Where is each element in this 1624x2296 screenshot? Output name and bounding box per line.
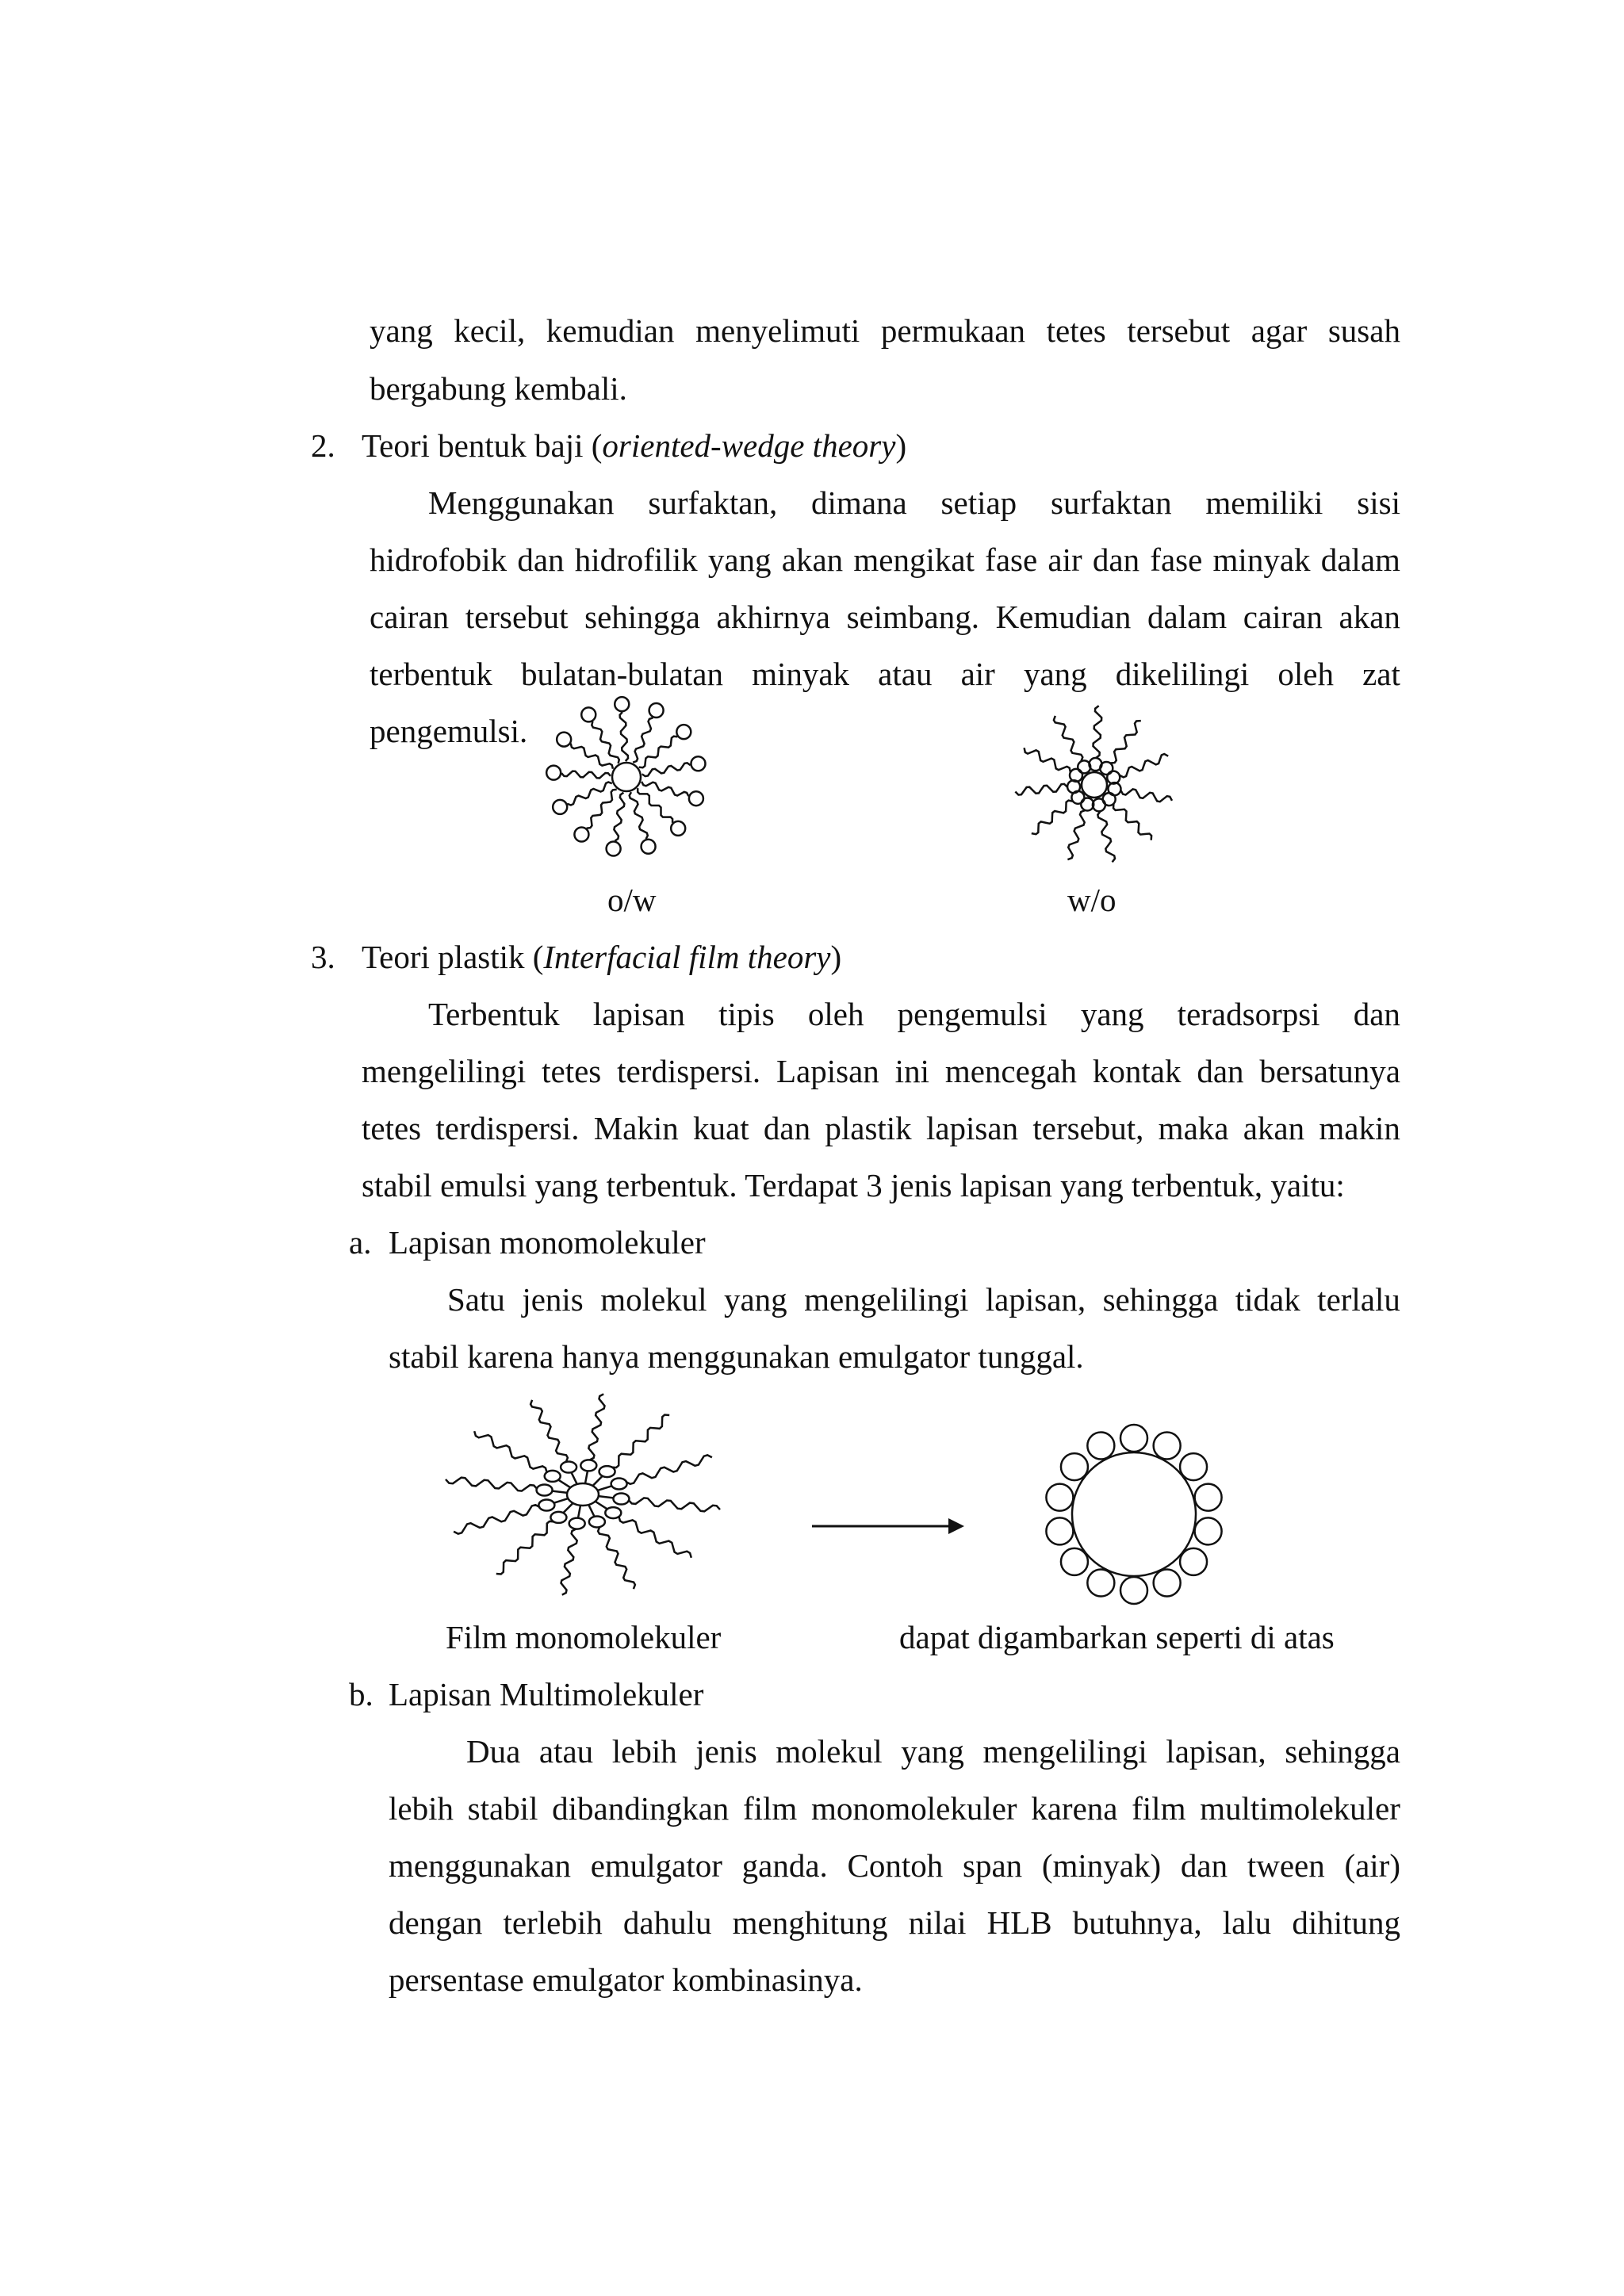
word: seimbang.: [846, 599, 979, 635]
word: dihitung: [1292, 1904, 1400, 1941]
emulsifier-link: [558, 1479, 571, 1487]
droplet-ring-diagram: [1031, 1411, 1237, 1617]
word: mencegah: [944, 1053, 1078, 1089]
hydrophobic-tail: [642, 763, 691, 776]
word: terdispersi.: [617, 1053, 761, 1089]
hydrophobic-tail: [592, 721, 619, 763]
paragraph-line: [389, 1904, 1400, 1941]
emulsifier-link: [551, 1491, 567, 1493]
word: stabil: [467, 1790, 538, 1827]
word: yang: [707, 541, 772, 578]
oil-in-water-micelle-diagram: [547, 698, 737, 872]
word: dalam: [1147, 599, 1228, 635]
word: mengikat: [853, 541, 975, 578]
word: akan: [781, 541, 844, 578]
hydrophobic-tail: [626, 1455, 712, 1483]
word: yang: [1080, 996, 1144, 1032]
word: memiliki: [1205, 484, 1323, 521]
word: tetes: [1046, 312, 1106, 349]
word: plastik: [825, 1110, 912, 1146]
word: dalam: [1320, 541, 1400, 578]
word: nilai: [908, 1904, 967, 1941]
word: yang: [901, 1733, 964, 1770]
hydrophobic-tail: [1067, 810, 1085, 859]
hydrophobic-tail: [619, 1516, 691, 1557]
hydrophilic-head: [546, 766, 561, 780]
emulsifier-head-circle: [1087, 1433, 1114, 1460]
paragraph-line: [428, 998, 1400, 1031]
word: kuat: [693, 1110, 749, 1146]
word: menggunakan: [389, 1847, 571, 1884]
word: surfaktan,: [648, 484, 778, 521]
word: tetes: [362, 1110, 422, 1146]
word: fase: [1150, 541, 1203, 578]
word: dan: [763, 1110, 811, 1146]
word: maka: [1158, 1110, 1229, 1146]
hydrophobic-tail: [628, 1498, 720, 1511]
word: lapisan: [592, 996, 685, 1032]
water-in-oil-micelle-diagram: [1007, 698, 1182, 872]
hydrophilic-head: [613, 1494, 629, 1505]
word: tetes: [542, 1053, 602, 1089]
word: fase: [985, 541, 1038, 578]
word: kecil,: [454, 312, 526, 349]
emulsifier-head-circle: [1120, 1425, 1147, 1452]
word: akan: [1339, 599, 1400, 635]
hydrophilic-head: [569, 1518, 585, 1529]
word: karena: [1031, 1790, 1118, 1827]
hydrophilic-head: [581, 707, 596, 721]
hydrophobic-tail: [614, 793, 624, 841]
hydrophobic-tail: [1120, 789, 1172, 802]
word: Lapisan: [776, 1053, 879, 1089]
hydrophilic-head: [671, 821, 685, 836]
diagram-caption-wo: w/o: [1067, 882, 1116, 918]
word: pengemulsi: [897, 996, 1048, 1032]
word: sehingga: [1102, 1281, 1219, 1318]
hydrophilic-head: [607, 842, 621, 856]
word: mengelilingi: [804, 1281, 969, 1318]
word: sehingga: [584, 599, 700, 635]
hydrophilic-head: [580, 1460, 596, 1471]
word: teradsorpsi: [1177, 996, 1320, 1032]
word: molekul: [600, 1281, 707, 1318]
word: atau: [538, 1733, 594, 1770]
emulsifier-head-circle: [1087, 1569, 1114, 1596]
word: atau: [878, 656, 933, 692]
word: dibandingkan: [552, 1790, 730, 1827]
paragraph-line: [370, 658, 1400, 691]
word: dengan: [389, 1904, 483, 1941]
word: setiap: [940, 484, 1017, 521]
word: bulatan-bulatan: [520, 656, 723, 692]
hydrophobic-tail: [1113, 804, 1151, 840]
section-heading: Teori plastik (Interfacial film theory): [362, 939, 842, 975]
word: oleh: [807, 996, 864, 1032]
paragraph-line: [362, 1055, 1400, 1088]
emulsifier-link: [596, 1502, 608, 1510]
word: akan: [1243, 1110, 1305, 1146]
word: minyak: [1212, 541, 1311, 578]
word: Satu: [447, 1281, 505, 1318]
word: cairan: [1243, 599, 1323, 635]
word: bersatunya: [1259, 1053, 1400, 1089]
hydrophobic-tail: [1015, 784, 1067, 795]
hydrophobic-tail: [474, 1431, 547, 1472]
diagram-caption-film: Film monomolekuler: [446, 1619, 722, 1655]
emulsifier-link: [599, 1496, 615, 1498]
word: Menggunakan: [428, 484, 615, 521]
emulsifier-head-circle: [1180, 1453, 1207, 1480]
emulsifier-head-circle: [1046, 1517, 1073, 1544]
word: ini: [894, 1053, 929, 1089]
hydrophilic-head: [561, 1462, 576, 1473]
word: air: [1048, 541, 1082, 578]
hydrophilic-head: [676, 725, 691, 739]
emulsifier-head-circle: [1061, 1453, 1088, 1480]
paragraph-line: [447, 1281, 1400, 1318]
paragraph-line: [389, 1847, 1400, 1884]
emulsifier-link: [563, 1503, 573, 1513]
hydrophobic-tail: [639, 737, 678, 768]
word: lebih: [611, 1733, 677, 1770]
arrow-icon: [809, 1514, 967, 1538]
hydrophobic-tail: [633, 718, 653, 763]
section-heading: Teori bentuk baji (oriented-wedge theory): [362, 427, 907, 464]
hydrophobic-tail: [598, 1527, 635, 1589]
word: film: [742, 1790, 798, 1827]
hydrophobic-tail: [1025, 748, 1071, 772]
word: film: [1132, 1790, 1186, 1827]
word: terlalu: [1317, 1281, 1400, 1318]
word: butuhnya,: [1072, 1904, 1202, 1941]
paragraph-line: stabil emulsi yang terbentuk. Terdapat 3 jenis lapisan yang terbentuk, yaitu:: [362, 1167, 1345, 1203]
hydrophilic-head: [691, 756, 705, 771]
emulsifier-link: [578, 1506, 580, 1518]
water-core-circle: [1082, 772, 1107, 798]
word: Terbentuk: [428, 996, 560, 1032]
word: dimana: [811, 484, 907, 521]
word: lebih: [389, 1790, 454, 1827]
word: dan: [517, 541, 565, 578]
emulsifier-head-circle: [1120, 1577, 1147, 1604]
emulsifier-head-circle: [1154, 1433, 1181, 1460]
hydrophilic-head: [574, 828, 588, 842]
word: sehingga: [1285, 1733, 1400, 1770]
word: terdispersi.: [435, 1110, 580, 1146]
word: tipis: [718, 996, 775, 1032]
word: yang: [370, 312, 433, 349]
subsection-heading: Lapisan monomolekuler: [389, 1224, 706, 1261]
word: tersebut: [465, 599, 569, 635]
hydrophobic-tail: [1120, 754, 1169, 777]
word: (minyak): [1041, 1847, 1162, 1884]
hydrophobic-tail: [530, 1400, 568, 1462]
hydrophobic-tail: [496, 1521, 554, 1575]
emulsifier-head-circle: [1180, 1548, 1207, 1575]
word: molekul: [776, 1733, 883, 1770]
word: Makin: [593, 1110, 679, 1146]
word: dan: [1353, 996, 1400, 1032]
emulsifier-link: [592, 1476, 602, 1487]
hydrophobic-tail: [454, 1505, 540, 1533]
emulsifier-head-circle: [1154, 1569, 1181, 1596]
emulsifier-link: [598, 1486, 613, 1490]
word: Dua: [466, 1733, 521, 1770]
word: hidrofobik: [370, 541, 508, 578]
emulsifier-link: [571, 1472, 576, 1484]
word: jenis: [695, 1733, 757, 1770]
word: sisi: [1357, 484, 1400, 521]
paragraph-line: [389, 1790, 1400, 1827]
word: monomolekuler: [810, 1790, 1017, 1827]
list-number: 2.: [311, 427, 335, 464]
hydrophobic-tail: [1097, 811, 1115, 862]
word: tidak: [1235, 1281, 1300, 1318]
list-letter: b.: [349, 1676, 373, 1712]
hydrophobic-tail: [1054, 716, 1082, 762]
word: jenis: [522, 1281, 584, 1318]
hydrophobic-tail: [587, 790, 617, 828]
monomolecular-film-diagram: [436, 1387, 737, 1609]
word: agar: [1251, 312, 1308, 349]
hydrophilic-head: [642, 840, 656, 854]
paragraph-line: [370, 312, 1400, 349]
paragraph-line: persentase emulgator kombinasinya.: [389, 1961, 863, 1998]
word: dan: [1092, 541, 1140, 578]
word: kemudian: [546, 312, 675, 349]
paragraph-line: bergabung kembali.: [370, 370, 627, 407]
word: yang: [723, 1281, 787, 1318]
word: multimolekuler: [1200, 1790, 1400, 1827]
word: lapisan: [925, 1110, 1019, 1146]
hydrophobic-tail: [571, 744, 613, 769]
word: dikelilingi: [1115, 656, 1250, 692]
emulsifier-link: [553, 1498, 569, 1503]
word: terlebih: [503, 1904, 603, 1941]
word: cairan: [370, 599, 450, 635]
hydrophobic-tail: [620, 712, 628, 761]
hydrophilic-head: [689, 791, 703, 806]
oil-core-circle: [612, 763, 641, 791]
hydrophobic-tail: [588, 1394, 604, 1460]
paragraph-line: [466, 1735, 1400, 1768]
word: lalu: [1222, 1904, 1272, 1941]
hydrophilic-head: [553, 800, 567, 814]
hydrophilic-head: [538, 1500, 554, 1511]
paragraph-line: [428, 484, 1400, 521]
hydrophilic-head: [557, 733, 571, 747]
diagram-caption-ow: o/w: [607, 882, 657, 918]
word: HLB: [986, 1904, 1052, 1941]
word: kontak: [1092, 1053, 1182, 1089]
hydrophobic-tail: [611, 1415, 669, 1468]
hydrophobic-tail: [630, 792, 648, 839]
word: surfaktan: [1051, 484, 1172, 521]
emulsifier-head-circle: [1195, 1484, 1222, 1511]
word: tersebut,: [1032, 1110, 1144, 1146]
word: span: [963, 1847, 1023, 1884]
word: Contoh: [847, 1847, 944, 1884]
hydrophilic-head: [589, 1516, 605, 1527]
word: tween: [1247, 1847, 1325, 1884]
hydrophobic-tail: [561, 1529, 577, 1595]
word: akhirnya: [716, 599, 830, 635]
word: tersebut: [1127, 312, 1231, 349]
word: (air): [1344, 1847, 1400, 1884]
emulsifier-link: [588, 1505, 594, 1517]
word: hidrofilik: [574, 541, 698, 578]
word: menghitung: [732, 1904, 888, 1941]
diagram-caption-described: dapat digambarkan seperti di atas: [899, 1619, 1335, 1655]
word: susah: [1327, 312, 1400, 349]
word: dahulu: [622, 1904, 712, 1941]
word: minyak: [752, 656, 850, 692]
paragraph-line: [370, 601, 1400, 633]
hydrophobic-tail: [1032, 801, 1073, 835]
word: emulgator: [590, 1847, 722, 1884]
word: lapisan,: [1166, 1733, 1266, 1770]
paragraph-line: stabil karena hanya menggunakan emulgator tunggal.: [389, 1338, 1084, 1375]
hydrophobic-tail: [561, 771, 611, 779]
hydrophilic-head: [649, 703, 664, 718]
word: oleh: [1277, 656, 1334, 692]
list-letter: a.: [349, 1224, 372, 1261]
dispersed-droplet-circle: [1072, 1452, 1196, 1576]
hydrophobic-tail: [1094, 706, 1102, 758]
hydrophilic-head: [611, 1478, 627, 1489]
word: mengelilingi: [982, 1733, 1147, 1770]
word: makin: [1319, 1110, 1400, 1146]
word: permukaan: [880, 312, 1026, 349]
word: terbentuk: [370, 656, 492, 692]
word: dan: [1197, 1053, 1244, 1089]
paragraph-line: pengemulsi.: [370, 713, 528, 749]
word: zat: [1362, 656, 1400, 692]
hydrophobic-tail: [1110, 721, 1141, 763]
oil-core-circle: [567, 1483, 599, 1506]
hydrophilic-head: [537, 1484, 553, 1495]
word: dan: [1180, 1847, 1228, 1884]
hydrophilic-head: [615, 697, 629, 711]
subsection-heading: Lapisan Multimolekuler: [389, 1676, 704, 1712]
word: ganda.: [741, 1847, 828, 1884]
word: menyelimuti: [695, 312, 860, 349]
word: lapisan,: [985, 1281, 1086, 1318]
emulsifier-head-circle: [1195, 1517, 1222, 1544]
word: air: [960, 656, 995, 692]
hydrophobic-tail: [446, 1478, 538, 1491]
word: mengelilingi: [362, 1053, 527, 1089]
emulsifier-link: [585, 1471, 588, 1483]
word: yang: [1023, 656, 1087, 692]
emulsifier-head-circle: [1046, 1484, 1073, 1511]
paragraph-line: [370, 541, 1400, 578]
emulsifier-head-circle: [1061, 1548, 1088, 1575]
list-number: 3.: [311, 939, 335, 975]
paragraph-line: [362, 1112, 1400, 1145]
word: Kemudian: [995, 599, 1132, 635]
